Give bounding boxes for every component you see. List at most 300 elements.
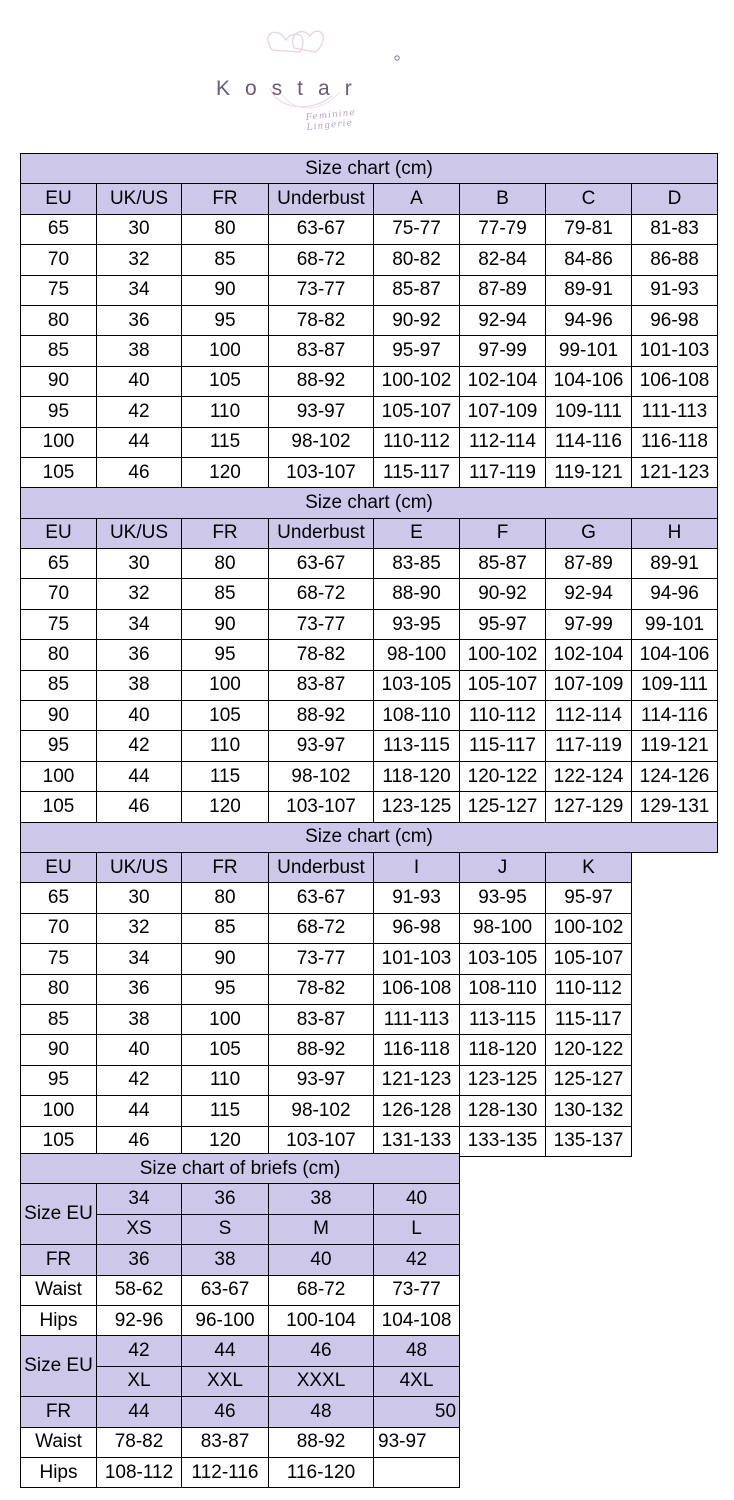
table-cell: 112-114 <box>546 701 632 731</box>
table-cell: 80 <box>21 640 97 670</box>
waist-cell: 68-72 <box>269 1275 374 1305</box>
table-cell: 40 <box>97 366 182 396</box>
table-cell: 95 <box>21 731 97 761</box>
waist-cell: 58-62 <box>97 1275 182 1305</box>
table-cell: 83-87 <box>269 1004 374 1034</box>
table-cell: 80 <box>182 214 269 244</box>
table-cell: 112-114 <box>460 427 546 457</box>
table-row <box>21 701 718 731</box>
bra-size-chart <box>20 153 718 1157</box>
letter-size-cell: M <box>269 1214 374 1244</box>
table-cell: 68-72 <box>269 913 374 943</box>
column-header: F <box>460 518 546 548</box>
table-cell: 133-135 <box>460 1126 546 1156</box>
waist-cell: 73-77 <box>374 1275 460 1305</box>
table-cell: 114-116 <box>546 427 632 457</box>
table-cell: 89-91 <box>546 275 632 305</box>
fr-size-cell: 46 <box>182 1397 269 1427</box>
table-cell: 68-72 <box>269 579 374 609</box>
eu-size-cell: 46 <box>269 1336 374 1366</box>
column-header: UK/US <box>97 518 182 548</box>
table-row <box>21 245 718 275</box>
table-cell: 75 <box>21 609 97 639</box>
table-cell: 126-128 <box>374 1096 460 1126</box>
table-cell: 34 <box>97 944 182 974</box>
table-cell: 42 <box>97 397 182 427</box>
table-cell: 121-123 <box>374 1065 460 1095</box>
fr-size-row <box>21 1245 460 1275</box>
table-cell: 117-119 <box>546 731 632 761</box>
table-row <box>21 883 718 913</box>
table-cell: 85-87 <box>374 275 460 305</box>
fr-label: FR <box>21 1397 97 1427</box>
table-cell: 95 <box>21 397 97 427</box>
table-cell: 110-112 <box>546 974 632 1004</box>
header-row <box>21 184 718 214</box>
empty-cell <box>632 1065 718 1095</box>
table-cell: 98-102 <box>269 761 374 791</box>
table-cell: 110 <box>182 1065 269 1095</box>
table-row <box>21 457 718 487</box>
table-cell: 34 <box>97 275 182 305</box>
table-cell: 91-93 <box>374 883 460 913</box>
eu-size-cell: 38 <box>269 1184 374 1214</box>
column-header: E <box>374 518 460 548</box>
table-cell: 96-98 <box>632 305 718 335</box>
table-cell: 102-104 <box>546 640 632 670</box>
table-cell: 108-110 <box>374 701 460 731</box>
table-cell: 32 <box>97 579 182 609</box>
table-cell: 65 <box>21 883 97 913</box>
table-cell: 68-72 <box>269 245 374 275</box>
table-row <box>21 792 718 822</box>
table-cell: 63-67 <box>269 214 374 244</box>
table-cell: 95-97 <box>546 883 632 913</box>
table-cell: 73-77 <box>269 944 374 974</box>
chart-title-row <box>21 488 718 518</box>
table-cell: 107-109 <box>546 670 632 700</box>
column-header: FR <box>182 518 269 548</box>
brand-tagline: Feminine Lingerie <box>305 107 357 134</box>
empty-cell <box>632 1126 718 1156</box>
table-row <box>21 1065 718 1095</box>
table-cell: 113-115 <box>460 1004 546 1034</box>
table-cell: 95-97 <box>374 336 460 366</box>
table-cell: 65 <box>21 549 97 579</box>
column-header: D <box>632 184 718 214</box>
table-cell: 105-107 <box>374 397 460 427</box>
table-cell: 116-118 <box>632 427 718 457</box>
table-cell: 110 <box>182 731 269 761</box>
empty-cell <box>632 974 718 1004</box>
table-cell: 88-92 <box>269 366 374 396</box>
table-cell: 107-109 <box>460 397 546 427</box>
table-cell: 124-126 <box>632 761 718 791</box>
table-cell: 83-85 <box>374 549 460 579</box>
table-cell: 120-122 <box>546 1035 632 1065</box>
table-cell: 84-86 <box>546 245 632 275</box>
table-cell: 80 <box>21 305 97 335</box>
table-cell: 115 <box>182 427 269 457</box>
table-row <box>21 549 718 579</box>
fr-size-cell: 48 <box>269 1397 374 1427</box>
table-cell: 95 <box>21 1065 97 1095</box>
table-cell: 46 <box>97 792 182 822</box>
table-cell: 104-106 <box>632 640 718 670</box>
letter-size-cell: XS <box>97 1214 182 1244</box>
table-cell: 87-89 <box>460 275 546 305</box>
table-cell: 90 <box>182 609 269 639</box>
table-cell: 94-96 <box>632 579 718 609</box>
table-cell: 98-100 <box>374 640 460 670</box>
empty-cell <box>632 913 718 943</box>
table-cell: 123-125 <box>374 792 460 822</box>
table-cell: 93-97 <box>269 1065 374 1095</box>
hips-row <box>21 1457 460 1487</box>
eu-size-cell: 40 <box>374 1184 460 1214</box>
letter-size-cell: XXL <box>182 1366 269 1396</box>
table-cell: 106-108 <box>374 974 460 1004</box>
table-row <box>21 761 718 791</box>
column-header: G <box>546 518 632 548</box>
table-cell: 65 <box>21 214 97 244</box>
table-row <box>21 670 718 700</box>
table-cell: 77-79 <box>460 214 546 244</box>
empty-cell <box>632 852 718 882</box>
table-cell: 90 <box>182 275 269 305</box>
table-cell: 118-120 <box>374 761 460 791</box>
table-cell: 105-107 <box>460 670 546 700</box>
size-eu-label: Size EU <box>21 1184 97 1245</box>
table-row <box>21 731 718 761</box>
waist-cell: 78-82 <box>97 1427 182 1457</box>
table-cell: 93-97 <box>269 731 374 761</box>
brand-name: Kostar <box>216 77 367 100</box>
chart-title-row <box>21 822 718 852</box>
hips-cell: 96-100 <box>182 1305 269 1335</box>
table-cell: 78-82 <box>269 305 374 335</box>
table-cell: 100 <box>21 1096 97 1126</box>
column-header: UK/US <box>97 184 182 214</box>
table-cell: 104-106 <box>546 366 632 396</box>
table-row <box>21 275 718 305</box>
table-cell: 85 <box>21 1004 97 1034</box>
hips-label: Hips <box>21 1457 97 1487</box>
table-cell: 90 <box>21 366 97 396</box>
table-cell: 34 <box>97 609 182 639</box>
briefs-size-chart <box>20 1153 460 1488</box>
table-cell: 92-94 <box>546 579 632 609</box>
fr-size-cell: 44 <box>97 1397 182 1427</box>
table-cell: 120 <box>182 457 269 487</box>
table-cell: 103-105 <box>374 670 460 700</box>
table-cell: 95-97 <box>460 609 546 639</box>
letter-size-cell: XXXL <box>269 1366 374 1396</box>
table-cell: 86-88 <box>632 245 718 275</box>
table-cell: 118-120 <box>460 1035 546 1065</box>
table-cell: 90 <box>21 1035 97 1065</box>
table-cell: 95 <box>182 305 269 335</box>
hips-cell: 116-120 <box>269 1457 374 1487</box>
table-row <box>21 427 718 457</box>
table-cell: 92-94 <box>460 305 546 335</box>
brand-logo <box>214 22 404 134</box>
table-cell: 115-117 <box>374 457 460 487</box>
table-cell: 90 <box>182 944 269 974</box>
waist-label: Waist <box>21 1427 97 1457</box>
table-row <box>21 640 718 670</box>
size-eu-row <box>21 1184 460 1214</box>
table-cell: 85 <box>182 579 269 609</box>
table-cell: 105 <box>182 701 269 731</box>
table-cell: 130-132 <box>546 1096 632 1126</box>
table-cell: 96-98 <box>374 913 460 943</box>
table-cell: 90 <box>21 701 97 731</box>
table-cell: 78-82 <box>269 640 374 670</box>
table-row <box>21 1096 718 1126</box>
chart-title-row <box>21 1154 460 1184</box>
waist-cell: 93-97 <box>374 1427 460 1457</box>
table-cell: 83-87 <box>269 336 374 366</box>
table-cell: 95 <box>182 640 269 670</box>
table-cell: 88-90 <box>374 579 460 609</box>
column-header: Underbust <box>269 184 374 214</box>
hips-cell: 104-108 <box>374 1305 460 1335</box>
waist-label: Waist <box>21 1275 97 1305</box>
table-cell: 73-77 <box>269 275 374 305</box>
eu-size-cell: 34 <box>97 1184 182 1214</box>
table-cell: 122-124 <box>546 761 632 791</box>
column-header: FR <box>182 184 269 214</box>
table-cell: 44 <box>97 427 182 457</box>
table-row <box>21 609 718 639</box>
table-cell: 100-102 <box>546 913 632 943</box>
table-cell: 75-77 <box>374 214 460 244</box>
table-cell: 36 <box>97 974 182 1004</box>
fr-size-cell: 42 <box>374 1245 460 1275</box>
chart-title: Size chart (cm) <box>21 822 718 852</box>
table-cell: 97-99 <box>546 609 632 639</box>
chart-title: Size chart (cm) <box>21 154 718 184</box>
table-cell: 44 <box>97 761 182 791</box>
eu-size-cell: 44 <box>182 1336 269 1366</box>
hips-cell <box>374 1457 460 1487</box>
table-cell: 100-102 <box>374 366 460 396</box>
table-cell: 40 <box>97 701 182 731</box>
fr-size-cell: 40 <box>269 1245 374 1275</box>
table-row <box>21 579 718 609</box>
table-cell: 117-119 <box>460 457 546 487</box>
table-cell: 100 <box>21 427 97 457</box>
table-cell: 131-133 <box>374 1126 460 1156</box>
fr-label: FR <box>21 1245 97 1275</box>
chart-title: Size chart of briefs (cm) <box>21 1154 460 1184</box>
eu-size-cell: 48 <box>374 1336 460 1366</box>
column-header: K <box>546 852 632 882</box>
table-cell: 93-95 <box>374 609 460 639</box>
column-header: A <box>374 184 460 214</box>
table-cell: 98-102 <box>269 427 374 457</box>
table-cell: 103-107 <box>269 792 374 822</box>
column-header: Underbust <box>269 518 374 548</box>
table-cell: 82-84 <box>460 245 546 275</box>
column-header: C <box>546 184 632 214</box>
table-cell: 110 <box>182 397 269 427</box>
letter-size-cell: XL <box>97 1366 182 1396</box>
table-cell: 85-87 <box>460 549 546 579</box>
table-cell: 115 <box>182 761 269 791</box>
table-cell: 127-129 <box>546 792 632 822</box>
table-cell: 36 <box>97 305 182 335</box>
table-cell: 70 <box>21 913 97 943</box>
table-cell: 88-92 <box>269 701 374 731</box>
fr-size-cell: 36 <box>97 1245 182 1275</box>
letter-size-cell: S <box>182 1214 269 1244</box>
table-cell: 119-121 <box>632 731 718 761</box>
table-cell: 111-113 <box>374 1004 460 1034</box>
table-cell: 125-127 <box>460 792 546 822</box>
chart-title: Size chart (cm) <box>21 488 718 518</box>
header-row <box>21 852 718 882</box>
table-cell: 80 <box>182 549 269 579</box>
letter-size-cell: 4XL <box>374 1366 460 1396</box>
column-header: B <box>460 184 546 214</box>
table-row <box>21 1004 718 1034</box>
fr-size-row <box>21 1397 460 1427</box>
table-cell: 94-96 <box>546 305 632 335</box>
table-cell: 110-112 <box>374 427 460 457</box>
table-cell: 100 <box>182 670 269 700</box>
table-cell: 42 <box>97 1065 182 1095</box>
table-cell: 106-108 <box>632 366 718 396</box>
column-header: J <box>460 852 546 882</box>
size-eu-label: Size EU <box>21 1336 97 1397</box>
table-cell: 120 <box>182 792 269 822</box>
table-cell: 81-83 <box>632 214 718 244</box>
table-cell: 36 <box>97 640 182 670</box>
table-cell: 83-87 <box>269 670 374 700</box>
table-cell: 70 <box>21 245 97 275</box>
table-row <box>21 366 718 396</box>
table-cell: 32 <box>97 913 182 943</box>
table-cell: 40 <box>97 1035 182 1065</box>
table-cell: 110-112 <box>460 701 546 731</box>
table-cell: 99-101 <box>632 609 718 639</box>
waist-cell: 63-67 <box>182 1275 269 1305</box>
table-cell: 121-123 <box>632 457 718 487</box>
table-cell: 80-82 <box>374 245 460 275</box>
table-cell: 44 <box>97 1096 182 1126</box>
header-row <box>21 518 718 548</box>
table-cell: 85 <box>182 245 269 275</box>
table-cell: 111-113 <box>632 397 718 427</box>
table-row <box>21 1126 718 1156</box>
table-cell: 78-82 <box>269 974 374 1004</box>
table-row <box>21 397 718 427</box>
hips-label: Hips <box>21 1305 97 1335</box>
column-header: I <box>374 852 460 882</box>
table-row <box>21 1035 718 1065</box>
hips-row <box>21 1305 460 1335</box>
table-cell: 100 <box>182 336 269 366</box>
table-cell: 32 <box>97 245 182 275</box>
table-cell: 135-137 <box>546 1126 632 1156</box>
table-cell: 125-127 <box>546 1065 632 1095</box>
table-cell: 38 <box>97 336 182 366</box>
table-cell: 90-92 <box>460 579 546 609</box>
table-cell: 100-102 <box>460 640 546 670</box>
table-cell: 105 <box>21 792 97 822</box>
table-cell: 93-95 <box>460 883 546 913</box>
table-cell: 85 <box>21 670 97 700</box>
table-cell: 38 <box>97 1004 182 1034</box>
table-cell: 38 <box>97 670 182 700</box>
empty-cell <box>632 1004 718 1034</box>
table-cell: 105 <box>21 457 97 487</box>
column-header: Underbust <box>269 852 374 882</box>
table-cell: 75 <box>21 275 97 305</box>
table-cell: 100 <box>182 1004 269 1034</box>
table-cell: 103-107 <box>269 457 374 487</box>
table-row <box>21 944 718 974</box>
empty-cell <box>632 944 718 974</box>
hips-cell: 92-96 <box>97 1305 182 1335</box>
table-cell: 63-67 <box>269 883 374 913</box>
table-cell: 113-115 <box>374 731 460 761</box>
table-cell: 90-92 <box>374 305 460 335</box>
table-cell: 46 <box>97 457 182 487</box>
table-cell: 80 <box>182 883 269 913</box>
table-cell: 91-93 <box>632 275 718 305</box>
waist-row <box>21 1275 460 1305</box>
waist-row <box>21 1427 460 1457</box>
table-cell: 95 <box>182 974 269 1004</box>
column-header: UK/US <box>97 852 182 882</box>
column-header: EU <box>21 518 97 548</box>
table-cell: 63-67 <box>269 549 374 579</box>
table-cell: 105 <box>182 1035 269 1065</box>
table-cell: 42 <box>97 731 182 761</box>
hips-cell: 100-104 <box>269 1305 374 1335</box>
table-cell: 115 <box>182 1096 269 1126</box>
table-cell: 46 <box>97 1126 182 1156</box>
table-cell: 101-103 <box>374 944 460 974</box>
table-cell: 103-105 <box>460 944 546 974</box>
table-cell: 119-121 <box>546 457 632 487</box>
table-cell: 30 <box>97 214 182 244</box>
table-cell: 100 <box>21 761 97 791</box>
table-cell: 114-116 <box>632 701 718 731</box>
column-header: H <box>632 518 718 548</box>
table-cell: 129-131 <box>632 792 718 822</box>
table-cell: 128-130 <box>460 1096 546 1126</box>
table-cell: 101-103 <box>632 336 718 366</box>
table-cell: 85 <box>182 913 269 943</box>
table-cell: 115-117 <box>460 731 546 761</box>
table-cell: 93-97 <box>269 397 374 427</box>
eu-size-cell: 42 <box>97 1336 182 1366</box>
table-cell: 85 <box>21 336 97 366</box>
fr-size-cell: 38 <box>182 1245 269 1275</box>
table-cell: 108-110 <box>460 974 546 1004</box>
table-cell: 109-111 <box>632 670 718 700</box>
table-cell: 88-92 <box>269 1035 374 1065</box>
table-cell: 30 <box>97 549 182 579</box>
table-row <box>21 305 718 335</box>
table-cell: 103-107 <box>269 1126 374 1156</box>
table-cell: 73-77 <box>269 609 374 639</box>
empty-cell <box>632 1035 718 1065</box>
